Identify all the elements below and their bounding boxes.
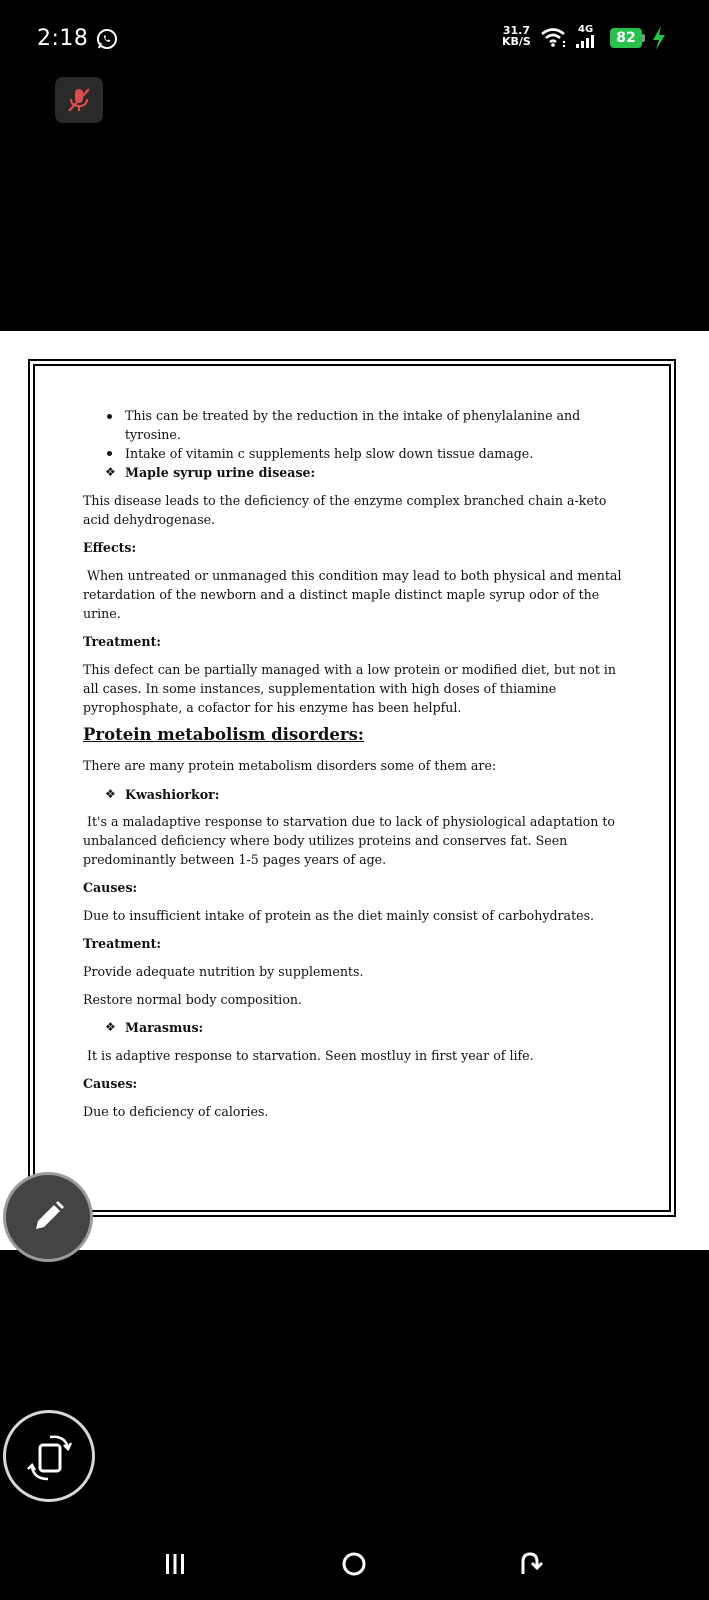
signal-icon bbox=[574, 26, 596, 50]
network-speed-value: 31.7 bbox=[502, 24, 530, 37]
rotate-screen-icon bbox=[20, 1427, 80, 1487]
doc-label: Causes: bbox=[83, 880, 138, 895]
doc-label: Causes: bbox=[83, 1076, 138, 1091]
doc-line: Due to deficiency of calories. bbox=[83, 1104, 269, 1119]
rotate-screen-button[interactable] bbox=[3, 1410, 95, 1502]
network-speed bbox=[502, 25, 531, 47]
diamond-bullet-icon: ❖ bbox=[105, 465, 116, 479]
doc-line: When untreated or unmanaged this condition may lead to both physical and mental bbox=[87, 568, 622, 583]
wifi-icon bbox=[540, 26, 566, 48]
diamond-bullet-icon: ❖ bbox=[105, 787, 116, 801]
diamond-bullet-icon: ❖ bbox=[105, 1020, 116, 1034]
doc-subheading: Maple syrup urine disease: bbox=[125, 465, 316, 480]
doc-line: This can be treated by the reduction in the intake of phenylalanine and bbox=[125, 408, 581, 423]
document-page[interactable] bbox=[0, 331, 709, 1250]
mic-off-icon bbox=[65, 86, 93, 114]
whatsapp-icon bbox=[96, 28, 118, 50]
doc-line: There are many protein metabolism disorders some of them are: bbox=[83, 758, 497, 773]
doc-line: It's a maladaptive response to starvation due to lack of physiological adaptation to bbox=[87, 814, 616, 829]
doc-subheading: Kwashiorkor: bbox=[125, 787, 220, 802]
doc-line: Restore normal body composition. bbox=[83, 992, 303, 1007]
status-time: 2:18 bbox=[37, 26, 89, 51]
doc-line: retardation of the newborn and a distinct maple distinct maple syrup odor of the bbox=[83, 587, 600, 602]
doc-label: Effects: bbox=[83, 540, 137, 555]
battery-icon bbox=[610, 28, 642, 48]
home-icon[interactable] bbox=[340, 1550, 368, 1578]
doc-line: unbalanced deficiency where body utilizes proteins and conserves fat. Seen bbox=[83, 833, 568, 848]
doc-line: urine. bbox=[83, 606, 121, 621]
mic-off-indicator[interactable] bbox=[55, 77, 103, 123]
recent-apps-icon[interactable] bbox=[163, 1552, 187, 1576]
bullet-dot bbox=[107, 451, 112, 456]
doc-subheading: Marasmus: bbox=[125, 1020, 204, 1035]
pencil-icon bbox=[28, 1197, 68, 1237]
doc-line: It is adaptive response to starvation. Seen mostluy in first year of life. bbox=[87, 1048, 534, 1063]
doc-line: pyrophosphate, a cofactor for his enzyme has been helpful. bbox=[83, 700, 462, 715]
doc-line: This disease leads to the deficiency of the enzyme complex branched chain a-keto bbox=[83, 493, 607, 508]
doc-line: tyrosine. bbox=[125, 427, 181, 442]
edit-button[interactable] bbox=[3, 1172, 93, 1262]
back-icon[interactable] bbox=[516, 1550, 544, 1578]
battery-level: 82 bbox=[616, 30, 636, 46]
section-heading: Protein metabolism disorders: bbox=[83, 725, 364, 744]
doc-line: predominantly between 1-5 pages years of age. bbox=[83, 852, 387, 867]
doc-line: Intake of vitamin c supplements help slow down tissue damage. bbox=[125, 446, 534, 461]
doc-line: This defect can be partially managed with a low protein or modified diet, but not in bbox=[83, 662, 617, 677]
doc-label: Treatment: bbox=[83, 634, 162, 649]
doc-line: Provide adequate nutrition by supplements. bbox=[83, 964, 364, 979]
doc-line: all cases. In some instances, supplementation with high doses of thiamine bbox=[83, 681, 557, 696]
charging-bolt-icon bbox=[650, 24, 668, 52]
doc-line: Due to insufficient intake of protein as the diet mainly consist of carbohydrates. bbox=[83, 908, 595, 923]
network-speed-unit: KB/S bbox=[502, 35, 531, 48]
network-type: 4G bbox=[578, 24, 594, 35]
battery-nub bbox=[642, 34, 645, 42]
doc-line: acid dehydrogenase. bbox=[83, 512, 216, 527]
bullet-dot bbox=[107, 414, 112, 419]
doc-label: Treatment: bbox=[83, 936, 162, 951]
